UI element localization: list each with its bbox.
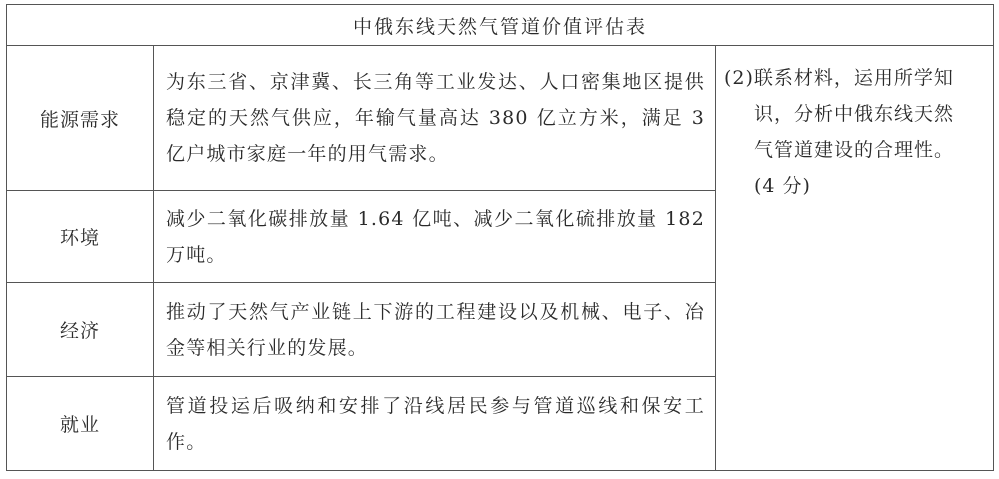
question-cell — [716, 46, 994, 471]
row-content-employment: 管道投运后吸纳和安排了沿线居民参与管道巡线和保安工作。 — [154, 377, 716, 471]
row-label-energy-demand: 能源需求 — [7, 46, 154, 191]
value-assessment-table — [6, 4, 994, 471]
row-label-economy: 经济 — [7, 283, 154, 377]
question-number: (2) — [724, 67, 754, 89]
row-content-economy: 推动了天然气产业链上下游的工程建设以及机械、电子、冶金等相关行业的发展。 — [154, 283, 716, 377]
question-line-1: (2)联系材料，运用所学知 — [724, 67, 954, 89]
question-points: (4 分) — [754, 175, 811, 197]
question-line-2: 识，分析中俄东线天然 — [754, 103, 955, 125]
row-content-energy-demand: 为东三省、京津冀、长三角等工业发达、人口密集地区提供稳定的天然气供应，年输气量高达 380 亿立方米，满足 3 亿户城市家庭一年的用气需求。 — [154, 46, 716, 191]
row-content-environment: 减少二氧化碳排放量 1.64 亿吨、减少二氧化硫排放量 182 万吨。 — [154, 191, 716, 283]
question-line-3: 气管道建设的合理性。 — [754, 139, 955, 161]
table-title: 中俄东线天然气管道价值评估表 — [7, 5, 994, 46]
row-label-environment: 环境 — [7, 191, 154, 283]
row-label-employment: 就业 — [7, 377, 154, 471]
table-row — [7, 46, 994, 191]
